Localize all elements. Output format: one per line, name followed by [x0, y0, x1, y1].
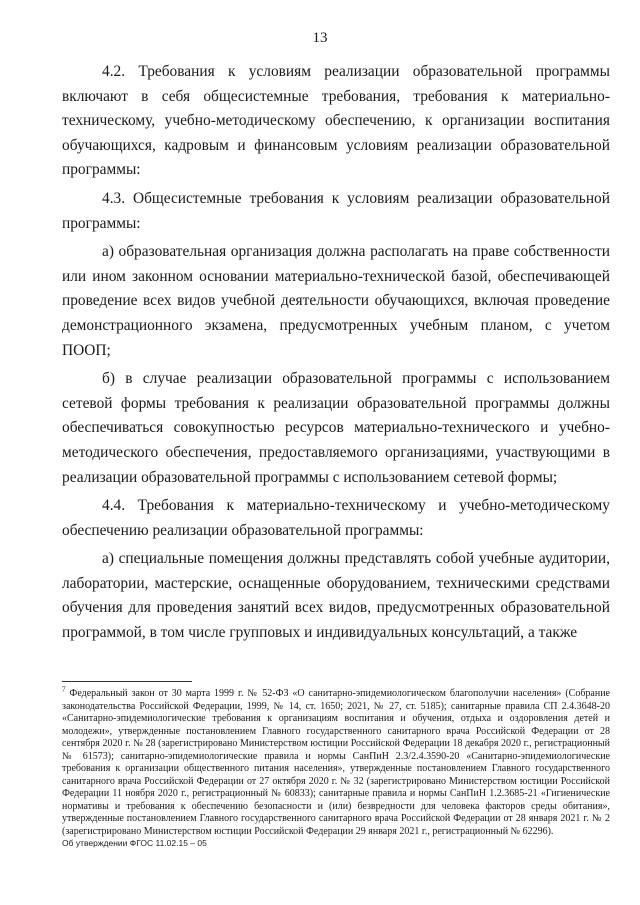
footnote-marker: 7 — [62, 685, 66, 694]
footnote — [62, 685, 610, 838]
footnote-divider — [62, 681, 192, 682]
paragraph-4-3-a: а) образовательная организация должна располагать на праве собственности или ином законном основании материально-технической базой, обеспечивающей проведение всех видов учебной деятельности обучающихся, включая проведение демонстрационного экзамена, предусмотренных учебным планом, с учетом ПООП; — [62, 243, 610, 359]
paragraph-4-3-b: б) в случае реализации образовательной программы с использованием сетевой формы требования к реализации образовательной программы должны обеспечиваться совокупностью ресурсов материально-технического и учебно-методического обеспечения, предоставляемого организациями, участвующими в реализации образовательной программы с использованием сетевой формы; — [62, 370, 610, 486]
page-number: 13 — [312, 30, 328, 46]
paragraph-4-4-a: а) специальные помещения должны представлять собой учебные аудитории, лаборатории, мастерские, оснащенные оборудованием, техническими средствами обучения для проведения занятий всех видов, предусмотренных образовательной программой, в том числе групповых и индивидуальных консультаций, а также — [62, 550, 610, 642]
paragraph-4-3: 4.3. Общесистемные требования к условиям реализации образовательной программы: — [62, 189, 610, 232]
footnote-text: Федеральный закон от 30 марта 1999 г. № 52-ФЗ «О санитарно-эпидемиологическом благополучии населения» (Собрание законодательства Российской Федерации, 1999, № 14, ст. 1650; 2021, № 27, ст. 5185); санитарные правила СП 2.4.3648-20 «Санитарно-эпидемиологические требования к организациям воспитания и обучения, отдыха и оздоровления детей и молодежи», утвержденные постановлением Главного государственного санитарного врача Российской Федерации от 28 сентября 2020 г. № 28 (зарегистрировано Министерством юстиции Российской Федерации 18 декабря 2020 г., регистрационный № 61573); санитарно-эпидемиологические правила и нормы СанПиН 2.3/2.4.3590-20 «Санитарно-эпидемиологические требования к организации общественного питания населения», утвержденные постановлением Главного государственного санитарного врача Российской Федерации от 27 октября 2020 г. № 32 (зарегистрировано Министерством юстиции Российской Федерации 11 ноября 2020 г., регистрационный № 60833); санитарные правила и нормы СанПиН 1.2.3685-21 «Гигиенические нормативы и требования к обеспечению безопасности и (или) безвредности для человека факторов среды обитания», утвержденные постановлением Главного государственного санитарного врача Российской Федерации от 28 января 2021 г. № 2 (зарегистрировано Министерством юстиции Российской Федерации 29 января 2021 г., регистрационный № 62296). — [62, 688, 610, 837]
document-body — [62, 60, 610, 650]
document-footer: Об утверждении ФГОС 11.02.15 – 05 — [62, 838, 207, 848]
paragraph-4-4: 4.4. Требования к материально-техническому и учебно-методическому обеспечению реализации образовательной программы: — [62, 497, 610, 539]
paragraph-4-2: 4.2. Требования к условиям реализации образовательной программы включают в себя общесистемные требования, требования к материально-техническому, учебно-методическому обеспечению, к организации воспитания обучающихся, кадровым и финансовым условиям реализации образовательной программы: — [62, 63, 610, 179]
